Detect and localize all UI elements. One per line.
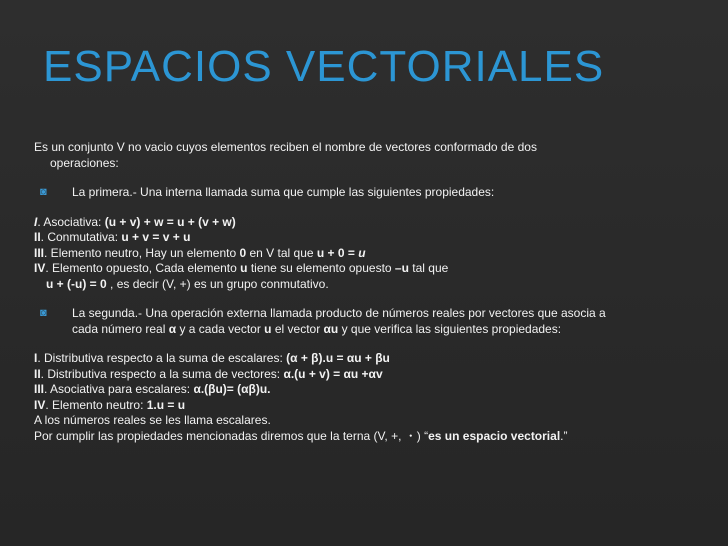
bullet-item-suma [34,185,694,201]
escalares-line: A los números reales se les llama escalares. [34,413,271,427]
prop-neutro: III. Elemento neutro, Hay un elemento 0 en V tal que u + 0 = u [34,245,366,260]
conclusion-line: Por cumplir las propiedades mencionadas diremos que la terna (V, +, ・) “es un espacio vectorial.” [34,428,568,443]
prop-asociativa-escalares: III. Asociativa para escalares: α.(βu)= (αβ)u. [34,382,271,396]
intro-line-1: Es un conjunto V no vacio cuyos elementos reciben el nombre de vectores conformado de dos [34,140,537,154]
bullet-icon: ◙ [40,307,47,319]
prop-asociativa: I. Asociativa: (u + v) + w = u + (v + w) [34,214,236,229]
intro-line-2: operaciones: [50,155,119,170]
bullet-text-producto: La segunda.- Una operación externa llamada producto de números reales por vectores que asocia a cada número real α y a cada vector u el vector αu y que verifica las siguientes propiedades: [72,306,606,336]
prop-opuesto: IV. Elemento opuesto, Cada elemento u tiene su elemento opuesto –u tal que [34,261,449,275]
prop-conmutativa: II. Conmutativa: u + v = v + u [34,230,191,244]
prop-neutro-producto: IV. Elemento neutro: 1.u = u [34,397,186,412]
prop-distributiva-escalares: I. Distributiva respecto a la suma de escalares: (α + β).u = αu + βu [34,351,390,365]
slide-body [34,140,694,444]
bullet-item-producto [34,306,694,337]
prop-opuesto-line2: u + (-u) = 0 , es decir (V, +) es un grupo conmutativo. [46,276,329,291]
prop-distributiva-vectores: II. Distributiva respecto a la suma de vectores: α.(u + v) = αu +αv [34,366,383,381]
bullet-text-suma: La primera.- Una interna llamada suma que cumple las siguientes propiedades: [72,185,495,199]
intro-paragraph [34,140,694,171]
slide-title: ESPACIOS VECTORIALES [43,42,605,91]
bullet-icon: ◙ [40,186,47,198]
